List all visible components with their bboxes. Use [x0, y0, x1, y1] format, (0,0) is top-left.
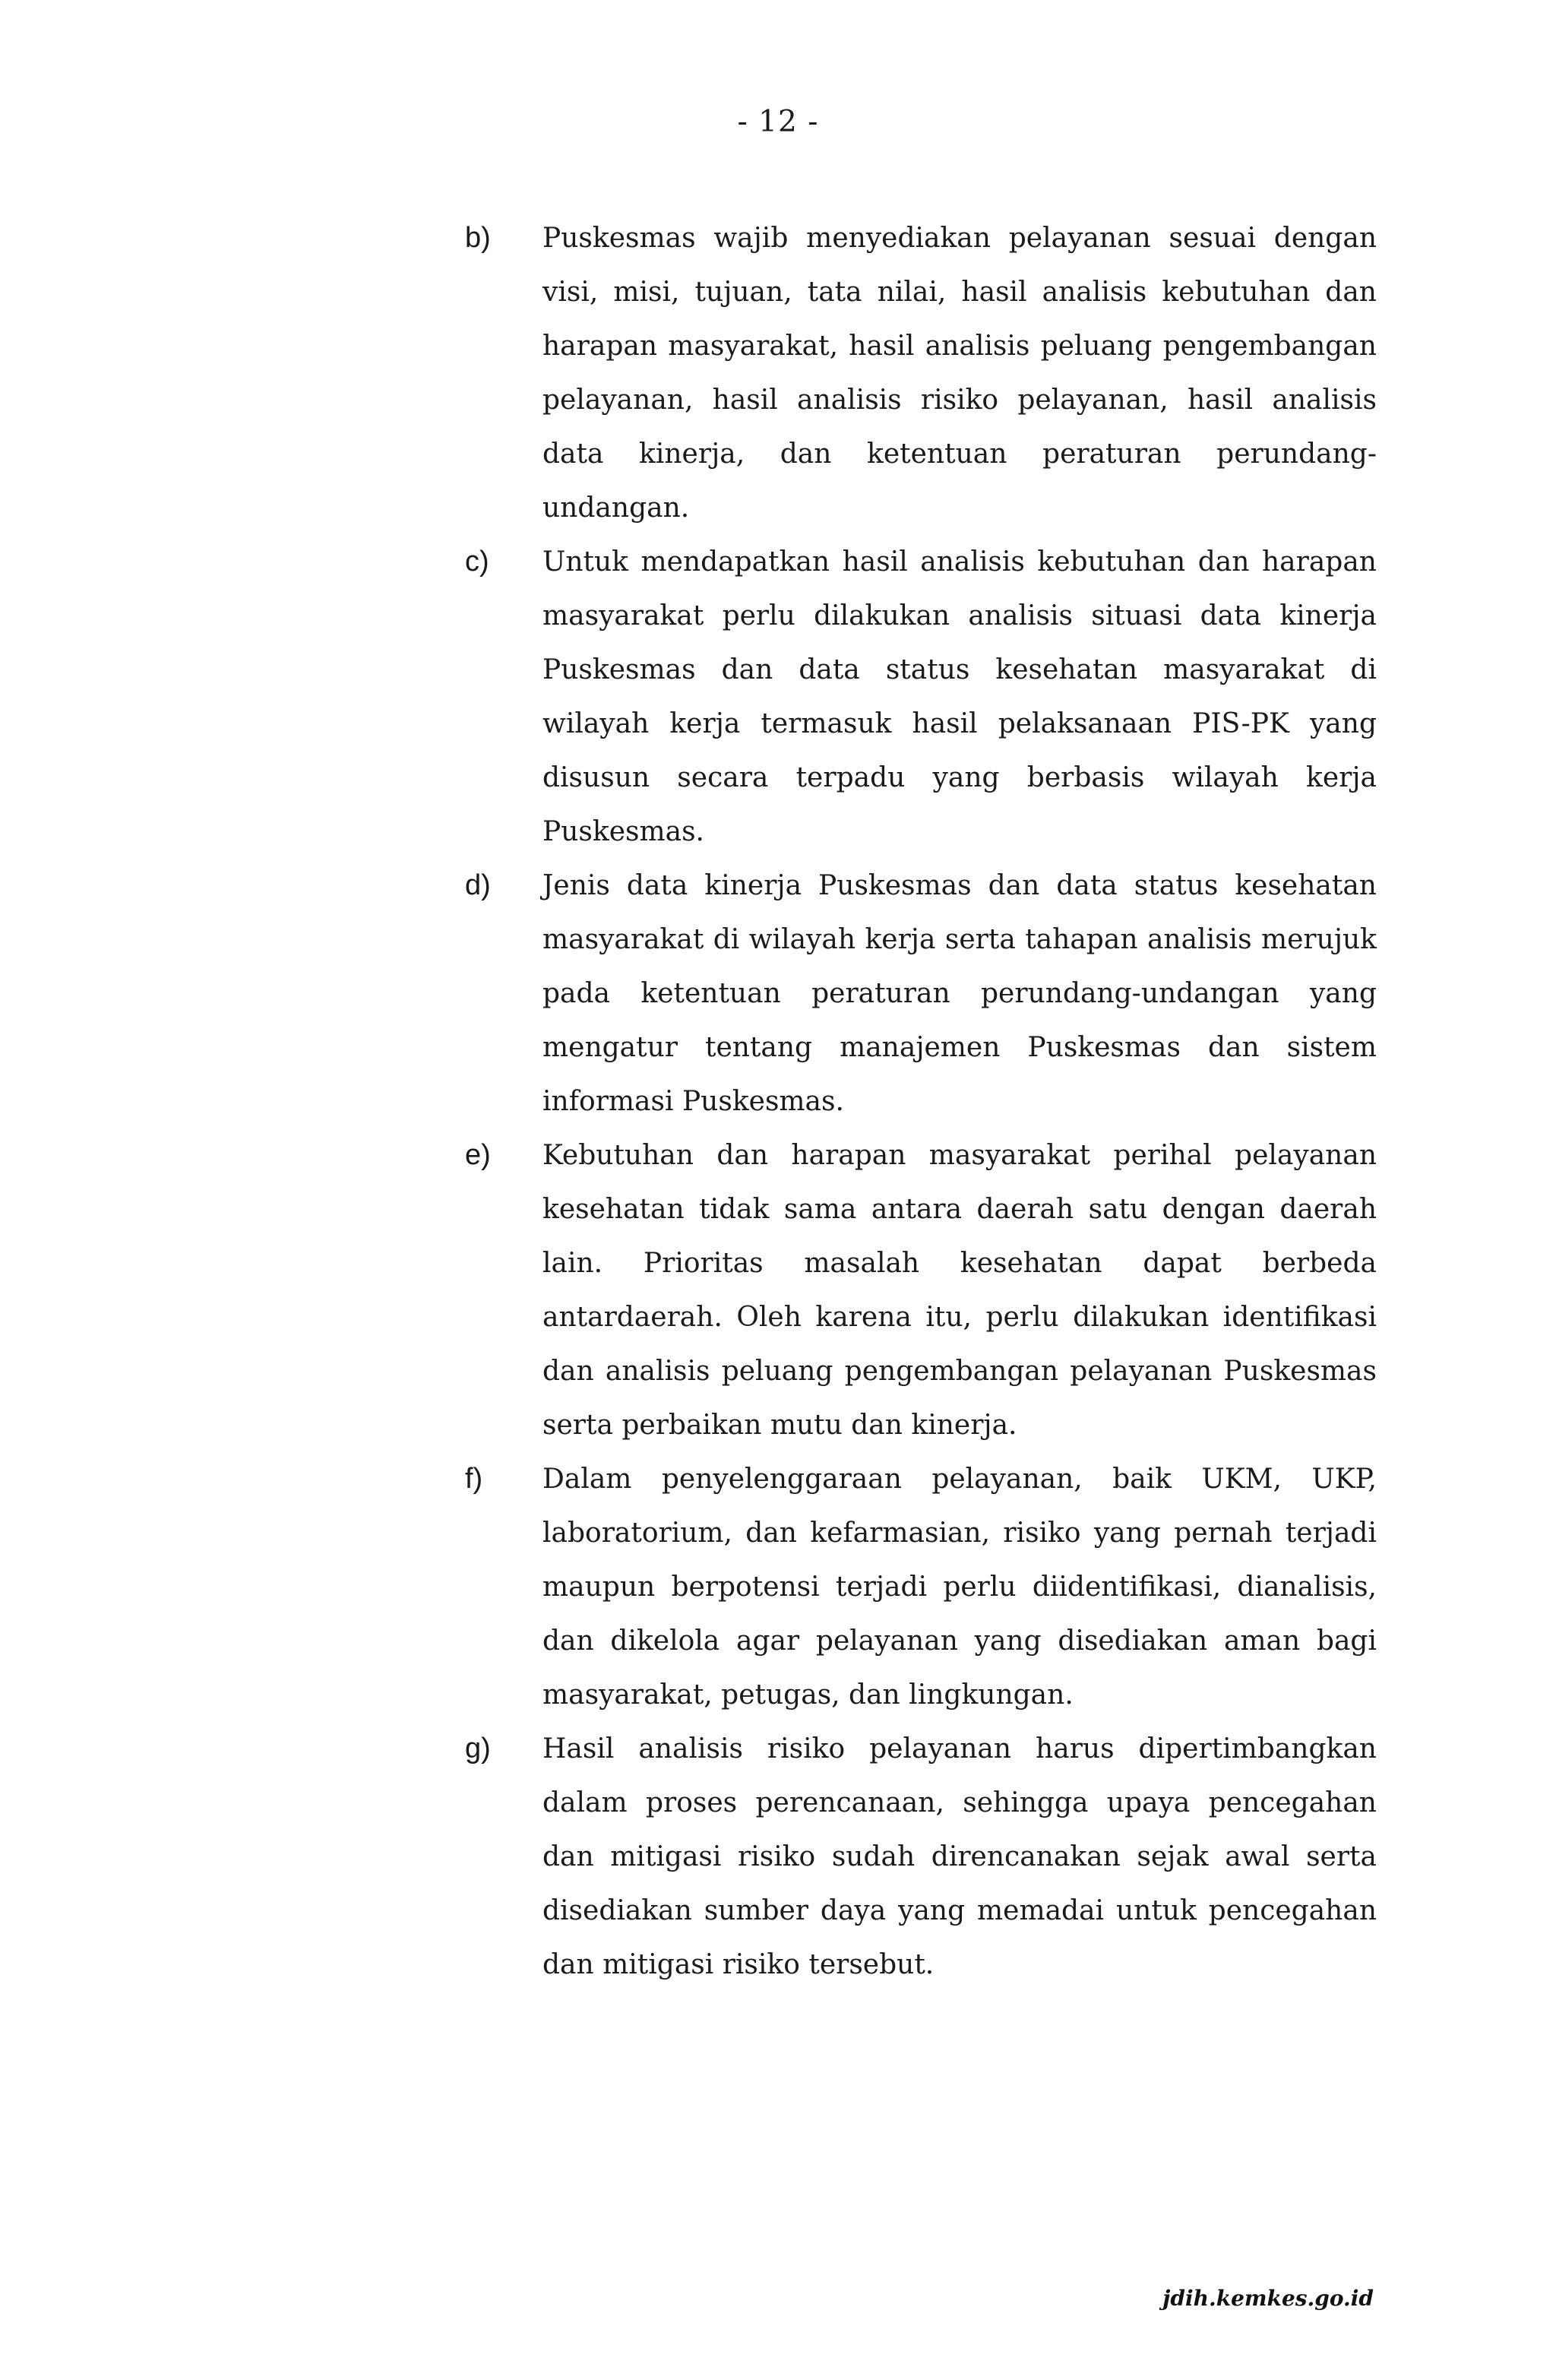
item-label: g) — [465, 1733, 491, 1764]
list-item — [465, 1722, 1377, 1992]
list-item — [465, 1128, 1377, 1452]
item-text: Jenis data kinerja Puskesmas dan data status kesehatan masyarakat di wilayah kerja serta tahapan analisis merujuk pada ketentuan peraturan perundang-undangan yang mengatur tentang manajemen Puskesmas dan sistem informasi Puskesmas. — [542, 870, 1377, 1117]
item-list — [465, 211, 1377, 1992]
source-footer: jdih.kemkes.go.id — [1162, 2286, 1374, 2311]
item-label: b) — [465, 222, 491, 254]
list-item — [465, 211, 1377, 535]
item-label: e) — [465, 1139, 491, 1171]
item-label: f) — [465, 1463, 483, 1495]
item-label: d) — [465, 869, 491, 901]
item-text: Puskesmas wajib menyediakan pelayanan sesuai dengan visi, misi, tujuan, tata nilai, hasil analisis kebutuhan dan harapan masyarakat, hasil analisis peluang pengembangan pelayanan, hasil analisis risiko pelayanan, hasil analisis data kinerja, dan ketentuan peraturan perundang-undangan. — [542, 223, 1377, 524]
item-label: c) — [465, 546, 489, 578]
list-item — [465, 535, 1377, 859]
item-text: Dalam penyelenggaraan pelayanan, baik UKM, UKP, laboratorium, dan kefarmasian, risiko yang pernah terjadi maupun berpotensi terjadi perlu diidentifikasi, dianalisis, dan dikelola agar pelayanan yang disediakan aman bagi masyarakat, petugas, dan lingkungan. — [542, 1464, 1377, 1711]
list-item — [465, 859, 1377, 1128]
item-text: Untuk mendapatkan hasil analisis kebutuhan dan harapan masyarakat perlu dilakukan analisis situasi data kinerja Puskesmas dan data status kesehatan masyarakat di wilayah kerja termasuk hasil pelaksanaan PIS-PK yang disusun secara terpadu yang berbasis wilayah kerja Puskesmas. — [542, 546, 1377, 847]
item-text: Kebutuhan dan harapan masyarakat perihal pelayanan kesehatan tidak sama antara daerah satu dengan daerah lain. Prioritas masalah kesehatan dapat berbeda antardaerah. Oleh karena itu, perlu dilakukan identifikasi dan analisis peluang pengembangan pelayanan Puskesmas serta perbaikan mutu dan kinerja. — [542, 1140, 1377, 1441]
list-item — [465, 1452, 1377, 1722]
item-text: Hasil analisis risiko pelayanan harus dipertimbangkan dalam proses perencanaan, sehingga upaya pencegahan dan mitigasi risiko sudah direncanakan sejak awal serta disediakan sumber daya yang memadai untuk pencegahan dan mitigasi risiko tersebut. — [542, 1733, 1377, 1980]
page-number: - 12 - — [737, 105, 819, 139]
